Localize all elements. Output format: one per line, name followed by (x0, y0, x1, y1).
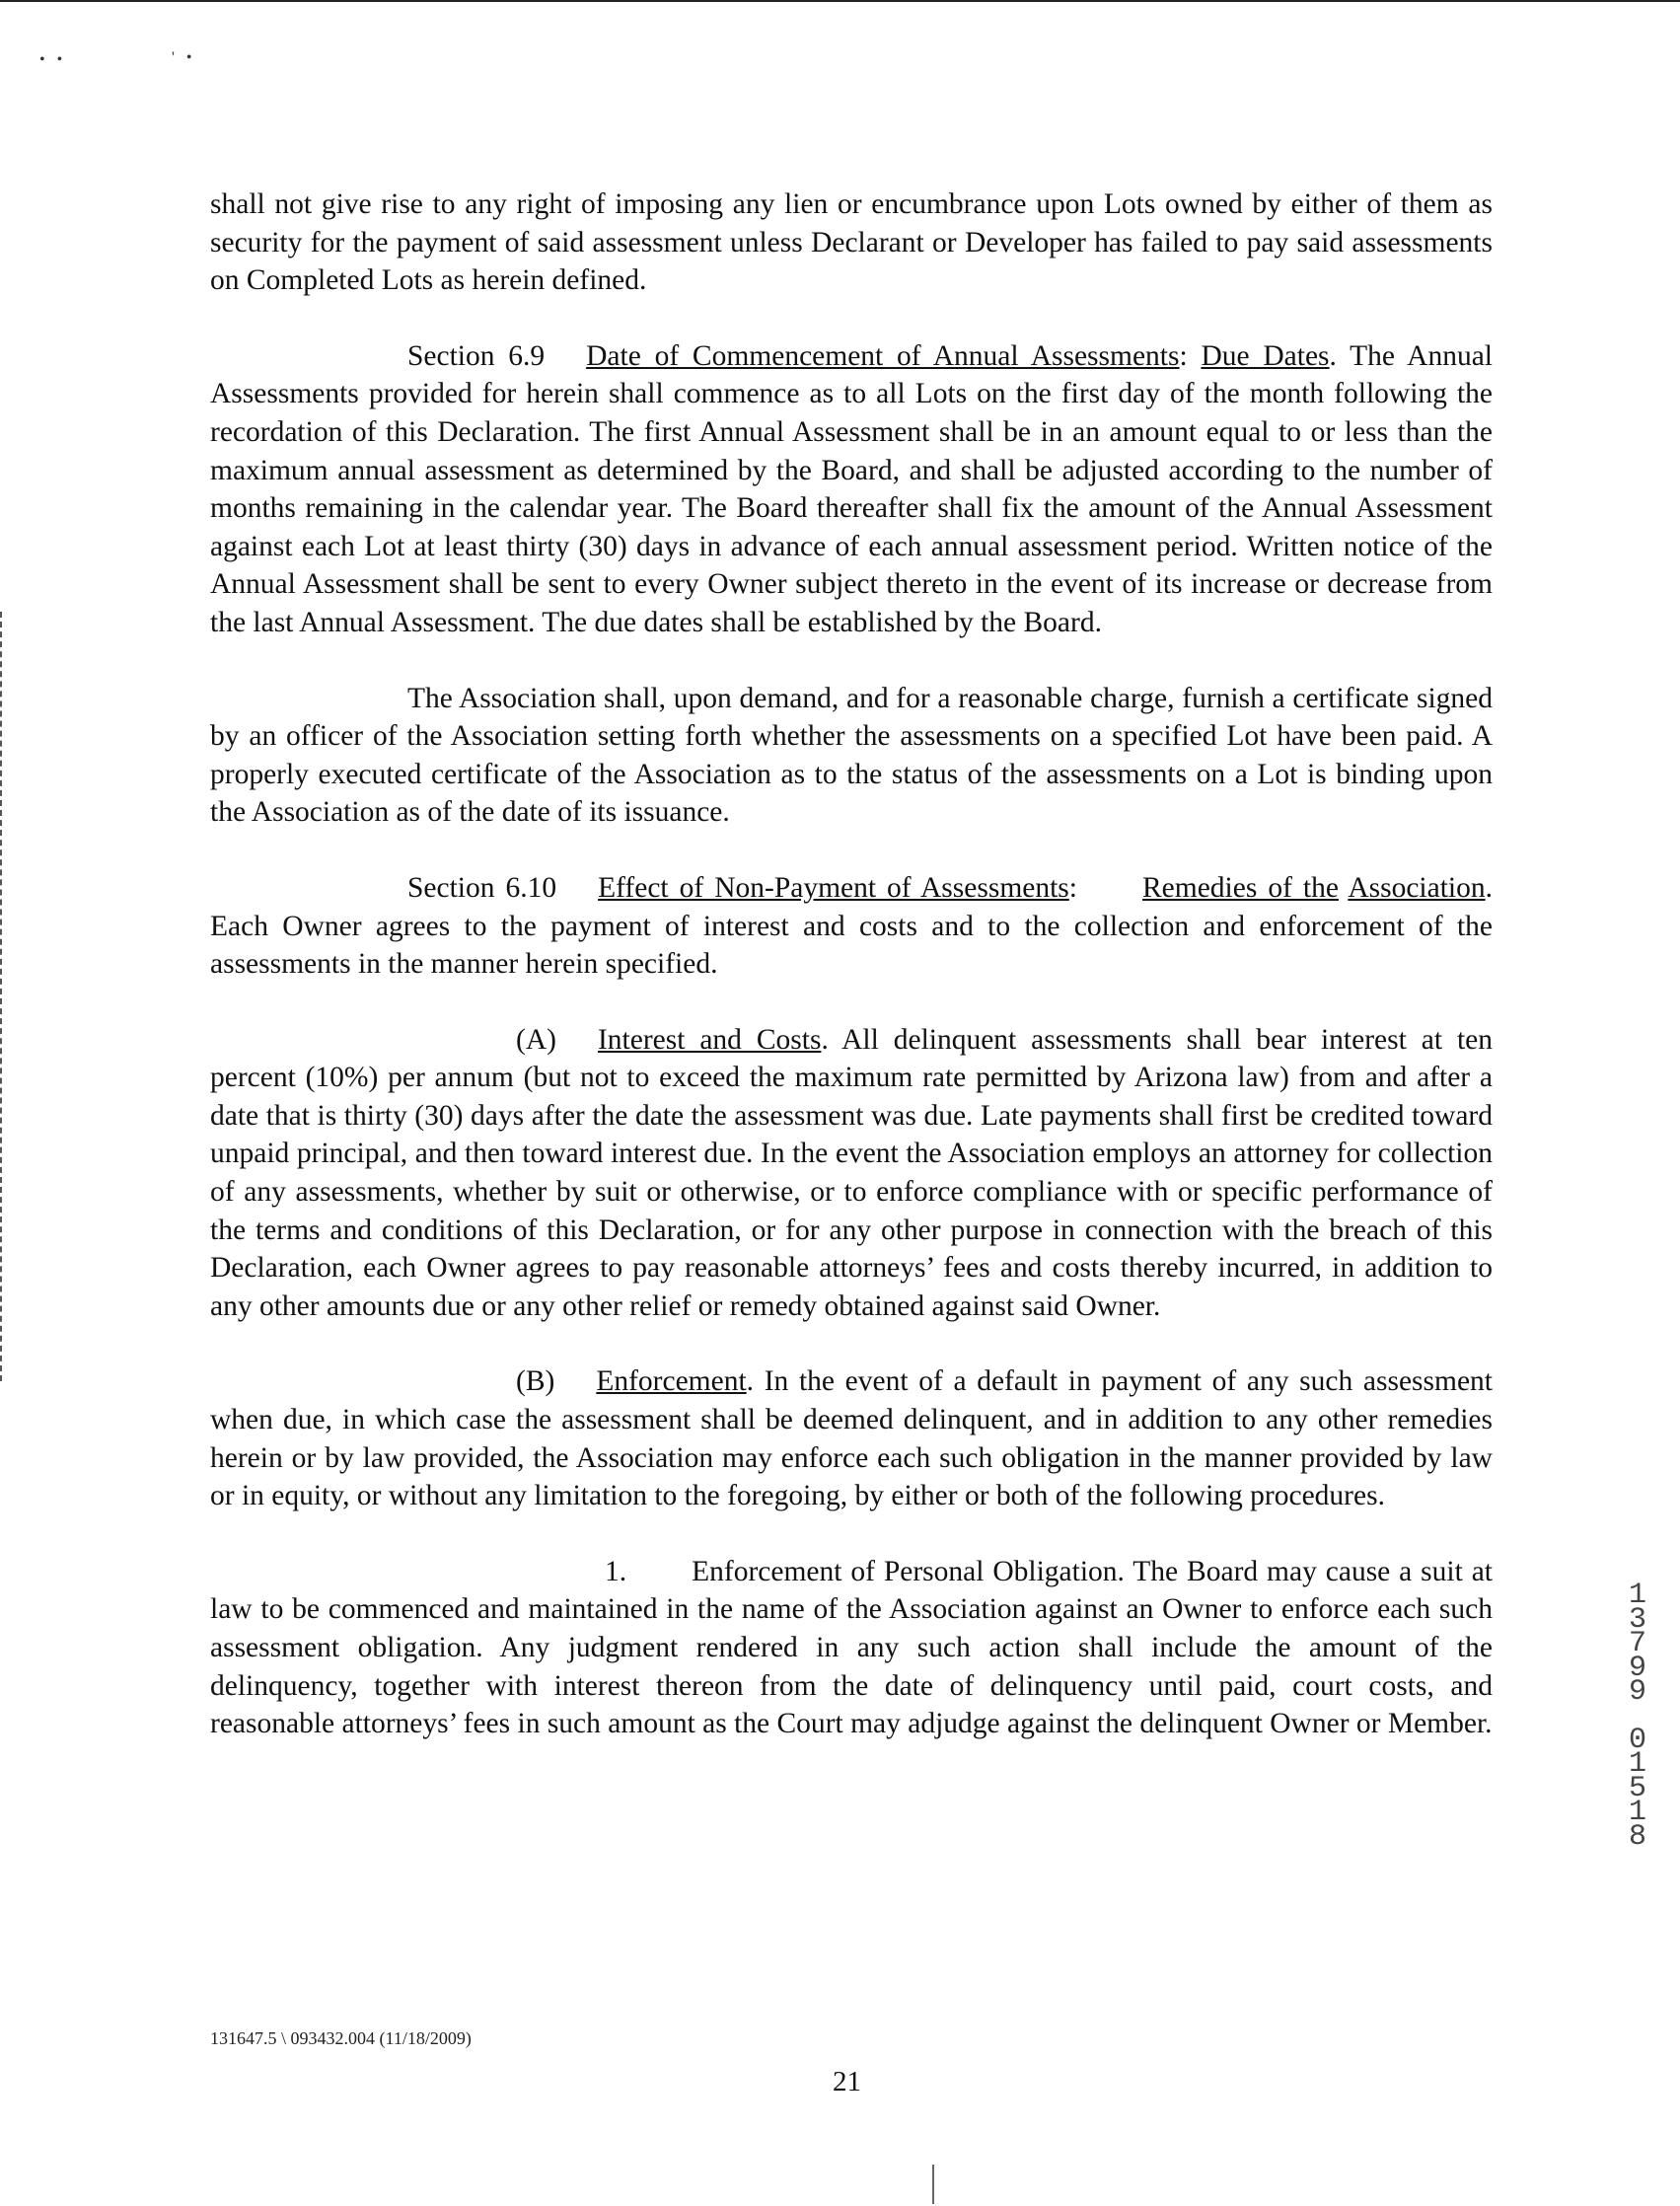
subsection-body: . All delinquent assessments shall bear interest at ten percent (10%) per annum (but not to exceed the maximum rate permitted by Arizona law) from and after a date that is thirty (30) days after the date the assessment was due. Late payments shall first be credited toward unpaid principal, and then toward interest due. In the event the Association employs an attorney for collection of any assessments, whether by suit or otherwise, or to enforce compliance with or specific performance of the terms and conditions of this Declaration, or for any other purpose in connection with the breach of this Declaration, each Owner agrees to pay reasonable attorneys’ fees and costs thereby incurred, in addition to any other amounts due or any other relief or remedy obtained against said Owner. (210, 1023, 1493, 1322)
stamp-digit: 5 (1628, 1771, 1646, 1805)
stamp-digit: 3 (1628, 1602, 1646, 1637)
subsection-b (210, 1362, 1493, 1514)
scan-edge-marks (0, 612, 6, 1381)
paragraph-text: The Association shall, upon demand, and for a reasonable charge, furnish a certificate signed by an officer of the Association setting forth whether the assessments on a specified Lot have been paid. A properly executed certificate of the Association as to the status of the assessments on a Lot is binding upon the Association as of the date of its issuance. (210, 682, 1493, 829)
section-title: Date of Commencement of Annual Assessments (586, 339, 1180, 372)
stamp-digit: 9 (1628, 1675, 1646, 1709)
subsection-body: . In the event of a default in payment of any such assessment when due, in which case the assessment shall be deemed delinquent, and in addition to any other remedies herein or by law provided, the Association may enforce each such obligation in the manner provided by law or in equity, or without any limitation to the foregoing, by either or both of the following procedures. (210, 1365, 1493, 1512)
recording-stamp (1618, 1579, 1657, 1854)
section-subtitle-cont: Association (1348, 871, 1486, 904)
paragraph-continuation (210, 185, 1493, 300)
stamp-digit: 0 (1628, 1723, 1646, 1757)
stamp-digit: 8 (1628, 1819, 1646, 1854)
subsection-a (210, 1021, 1493, 1326)
subsection-title: Interest and Costs (597, 1023, 822, 1056)
section-label: Section 6.9 (407, 339, 546, 372)
subsection-label: (B) (516, 1365, 555, 1398)
subsection-title: Enforcement (596, 1365, 747, 1398)
scan-tick-mark (932, 2165, 934, 2204)
scan-specks-right: ' • (172, 49, 196, 66)
section-subtitle: Due Dates (1201, 339, 1330, 372)
item-label: 1. (605, 1555, 627, 1587)
paragraph-text: shall not give rise to any right of imposing any lien or encumbrance upon Lots owned by either of them as security for the payment of said assessment unless Declarant or Developer has failed to pay said assessments on Completed Lots as herein defined. (210, 188, 1493, 297)
subsection-label: (A) (516, 1023, 556, 1056)
title-separator: : (1068, 871, 1077, 904)
section-body: . Each Owner agrees to the payment of interest and costs and to the collection and enforcement of the assessments in the manner herein specified. (210, 871, 1493, 981)
section-body: . The Annual Assessments provided for herein shall commence as to all Lots on the first day of the month following the recordation of this Declaration. The first Annual Assessment shall be in an amount equal to or less than the maximum annual assessment as determined by the Board, and shall be adjusted according to the number of months remaining in the calendar year. The Board thereafter shall fix the amount of the Annual Assessment against each Lot at least thirty (30) days in advance of each annual assessment period. Written notice of the Annual Assessment shall be sent to every Owner subject thereto in the event of its increase or decrease from the last Annual Assessment. The due dates shall be established by the Board. (210, 339, 1493, 638)
page-top-edge (0, 0, 1680, 2)
section-subtitle: Remedies of the (1142, 871, 1339, 904)
section-title: Effect of Non-Payment of Assessments (598, 871, 1069, 904)
item-1 (210, 1553, 1493, 1743)
section-label: Section 6.10 (407, 871, 557, 904)
stamp-digit: 1 (1628, 1747, 1646, 1781)
stamp-digit: 9 (1628, 1651, 1646, 1685)
section-6-10 (210, 869, 1493, 984)
item-body: Enforcement of Personal Obligation. The Board may cause a suit at law to be commenced and maintained in the name of the Association against an Owner to enforce each such assessment obligation. Any judgment rendered in any such action shall include the amount of the delinquency, together with interest thereon from the date of delinquency until paid, court costs, and reasonable attorneys’ fees in such amount as the Court may adjudge against the delinquent Owner or Member. (210, 1555, 1493, 1740)
document-body (210, 185, 1493, 1781)
section-6-9 (210, 337, 1493, 642)
paragraph-certificate (210, 680, 1493, 832)
stamp-digit: 7 (1628, 1627, 1646, 1660)
stamp-digit: 1 (1628, 1796, 1646, 1829)
scan-specks-left: • • (39, 51, 67, 68)
title-separator: : (1179, 339, 1202, 372)
document-id: 131647.5 \ 093432.004 (11/18/2009) (210, 2028, 472, 2048)
page-number: 21 (833, 2066, 861, 2097)
stamp-digit: 1 (1628, 1579, 1646, 1612)
